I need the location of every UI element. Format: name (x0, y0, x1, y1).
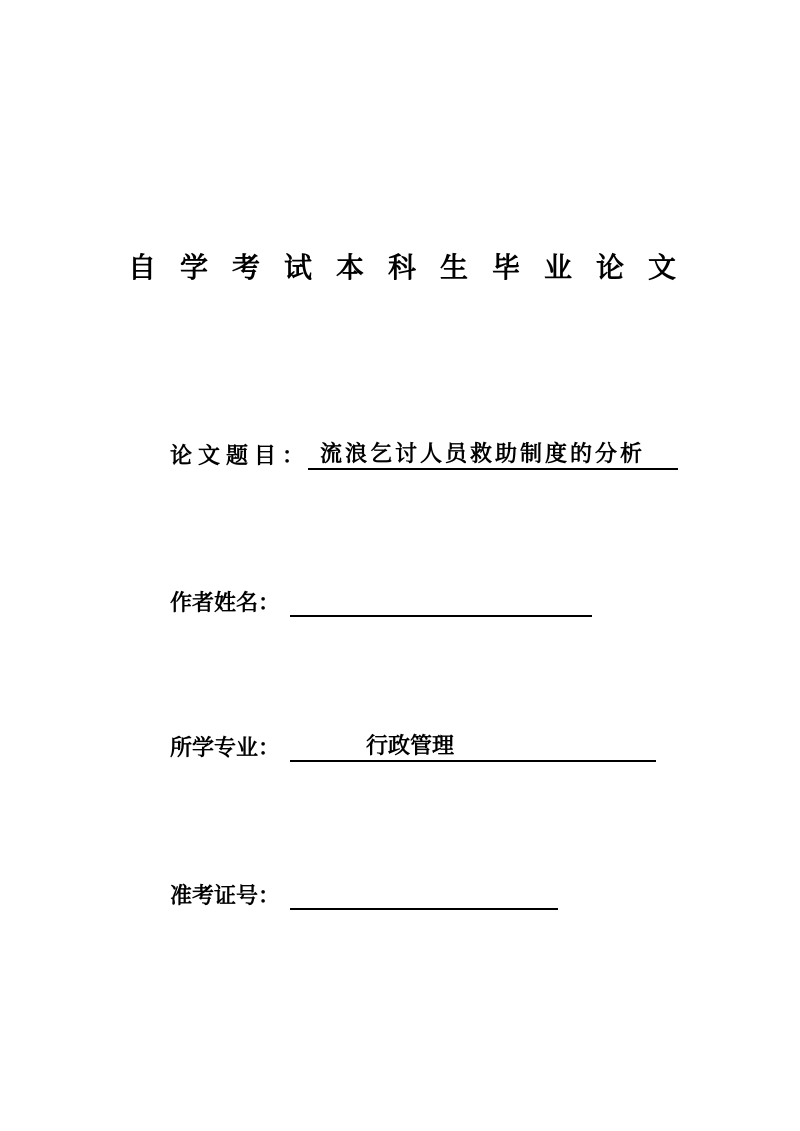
major-label: 所学专业： (170, 736, 281, 761)
author-name-underline (290, 587, 592, 617)
thesis-title-value: 流浪乞讨人员救助制度的分析 (320, 442, 646, 467)
major-underline (290, 732, 656, 762)
major-value: 行政管理 (366, 734, 455, 759)
exam-number-label: 准考证号： (170, 884, 281, 909)
page-title: 自学考试本科生毕业论文 (128, 251, 701, 284)
exam-number-underline (290, 880, 558, 910)
thesis-title-label: 论文题目： (170, 444, 311, 469)
author-name-label: 作者姓名： (170, 591, 281, 616)
